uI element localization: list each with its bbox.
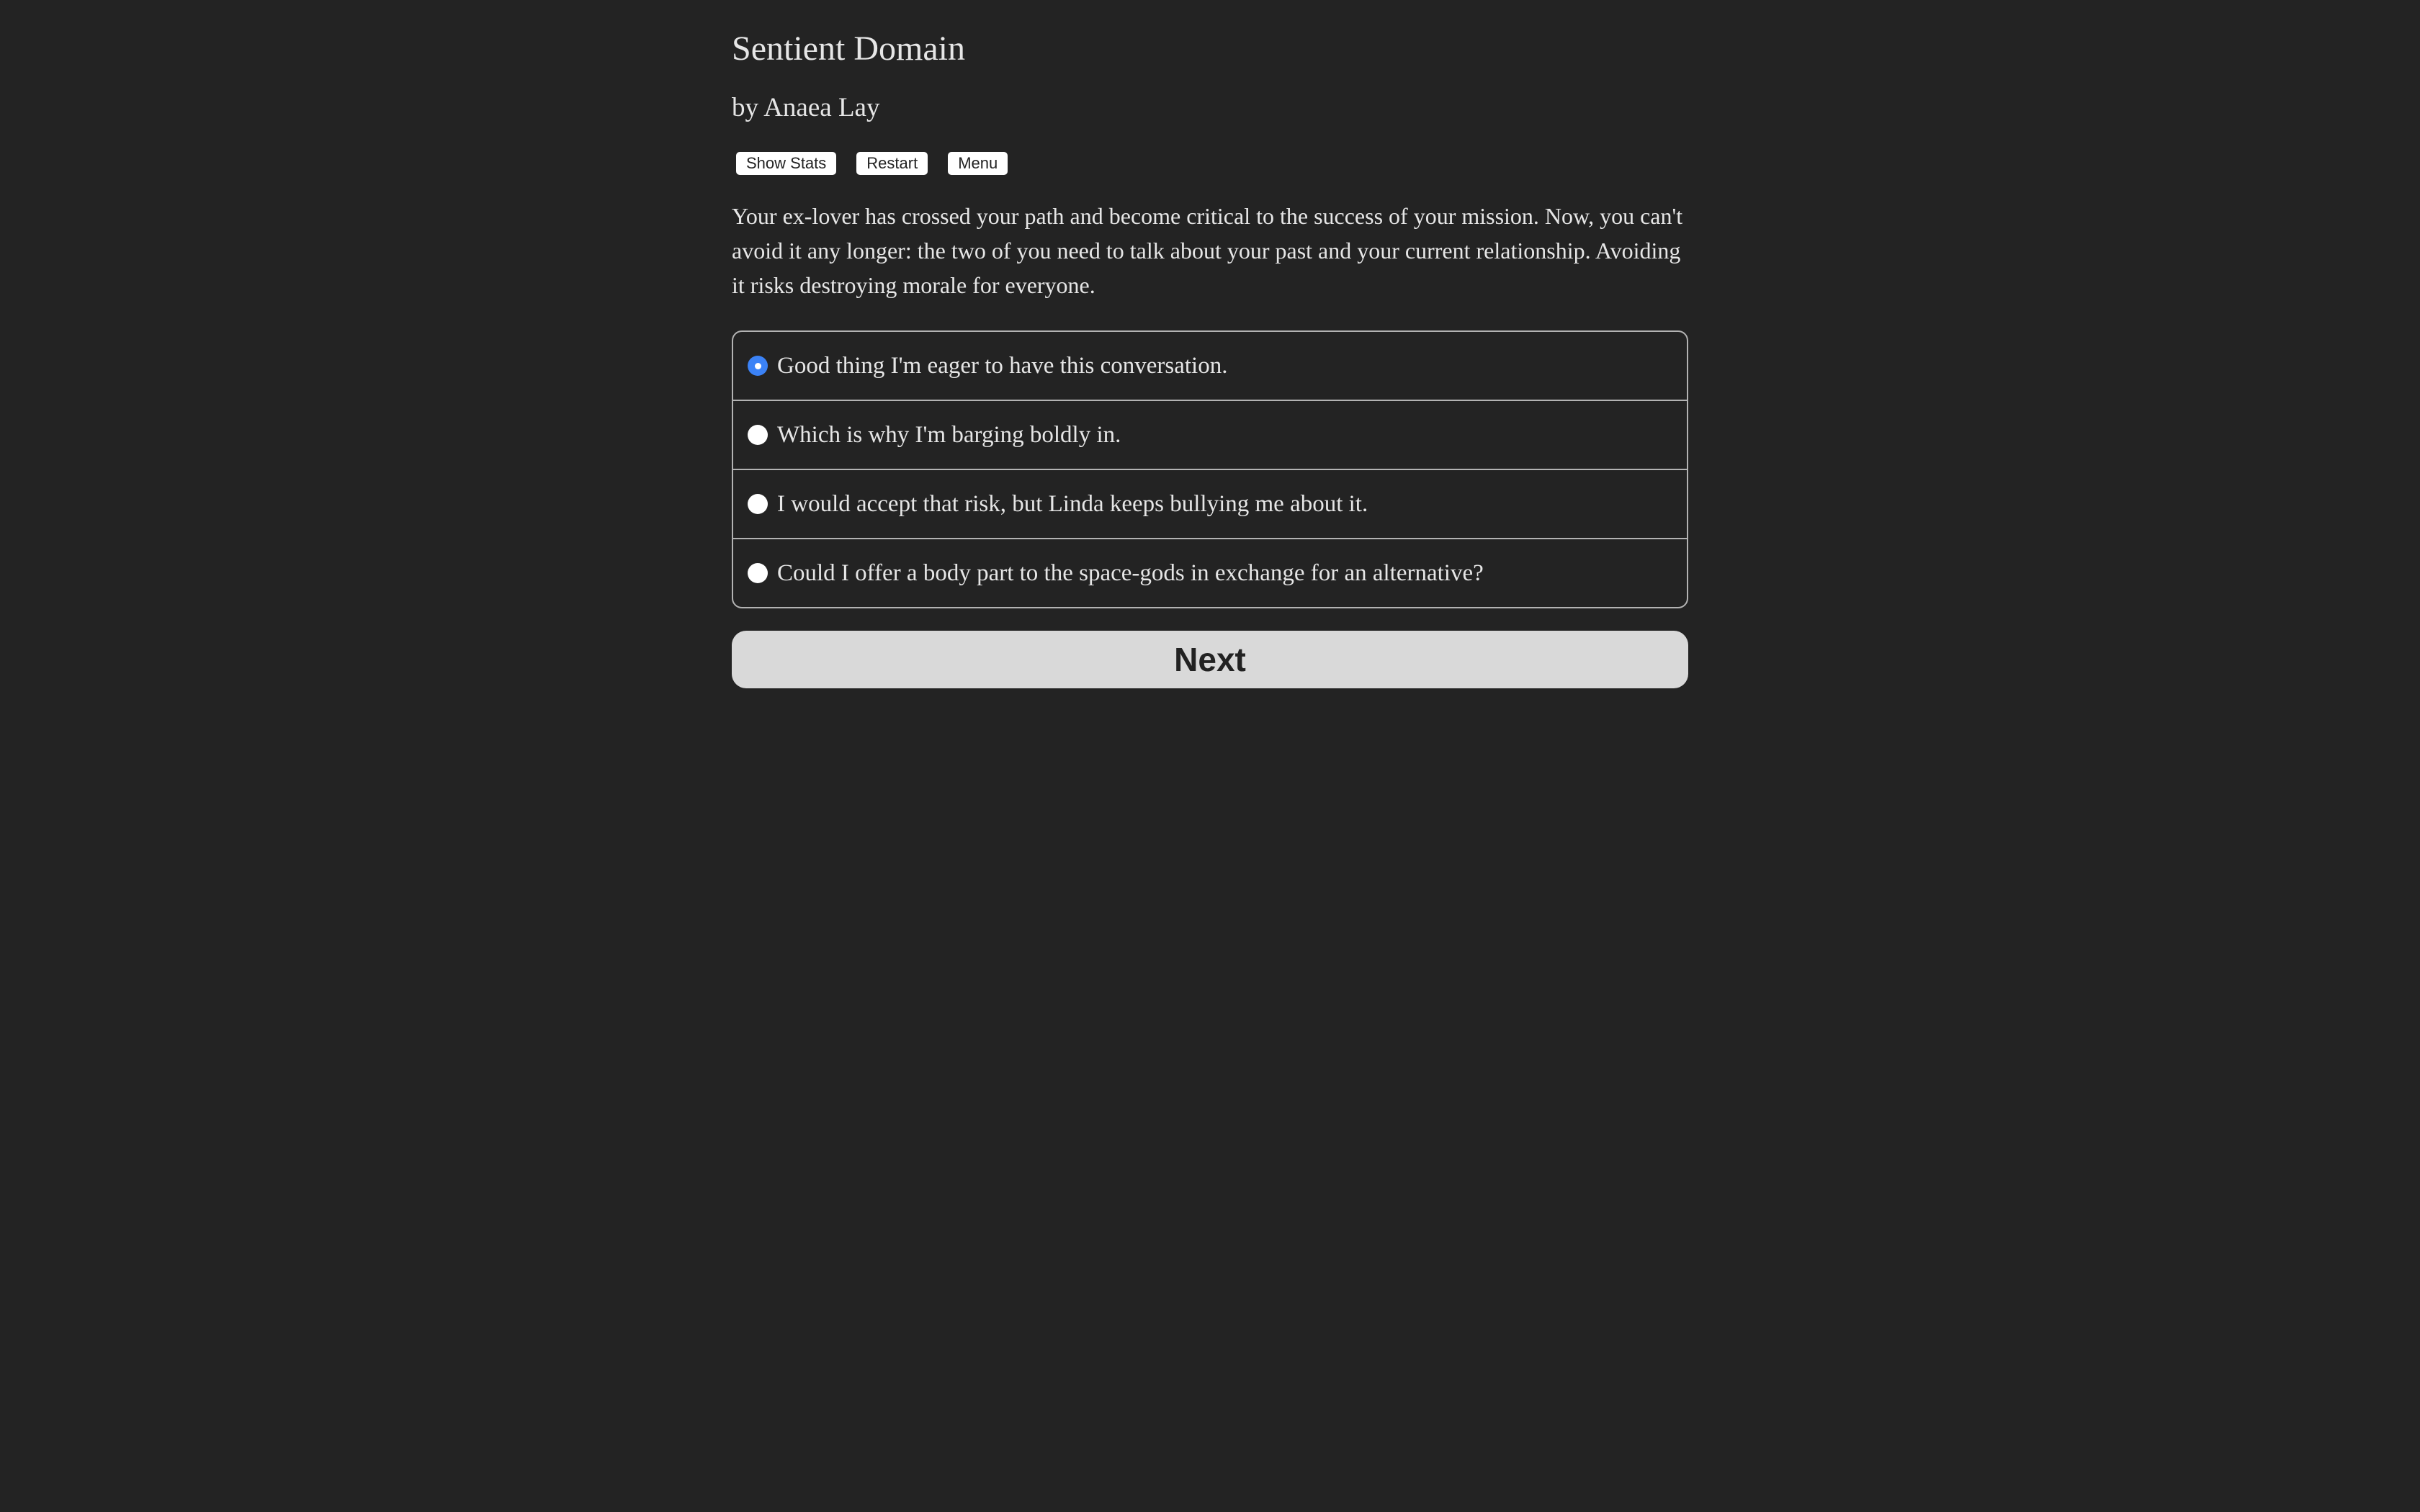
show-stats-button[interactable]: Show Stats	[736, 152, 836, 175]
choice-option-4[interactable]	[733, 539, 1687, 607]
toolbar	[736, 152, 1008, 175]
choice-option-3[interactable]	[733, 470, 1687, 539]
choice-list	[732, 330, 1688, 608]
choice-label: I would accept that risk, but Linda keeps bullying me about it.	[777, 490, 1368, 517]
radio-unselected-icon[interactable]	[748, 563, 768, 583]
choice-option-2[interactable]	[733, 401, 1687, 470]
restart-button[interactable]: Restart	[856, 152, 928, 175]
game-title: Sentient Domain	[732, 30, 965, 68]
radio-unselected-icon[interactable]	[748, 494, 768, 514]
choice-label: Could I offer a body part to the space-gods in exchange for an alternative?	[777, 559, 1484, 586]
choice-label: Good thing I'm eager to have this conversation.	[777, 352, 1228, 379]
next-button[interactable]: Next	[732, 631, 1688, 688]
radio-unselected-icon[interactable]	[748, 425, 768, 445]
game-author: by Anaea Lay	[732, 93, 880, 122]
radio-selected-icon[interactable]	[748, 356, 768, 376]
choice-label: Which is why I'm barging boldly in.	[777, 421, 1121, 448]
menu-button[interactable]: Menu	[948, 152, 1008, 175]
choice-option-1[interactable]	[733, 332, 1687, 401]
story-passage: Your ex-lover has crossed your path and become critical to the success of your mission. Now, you can't avoid it any longer: the two of you need to talk about your past and your current relationship. Avoiding it risks destroying morale for everyone.	[732, 203, 1683, 298]
